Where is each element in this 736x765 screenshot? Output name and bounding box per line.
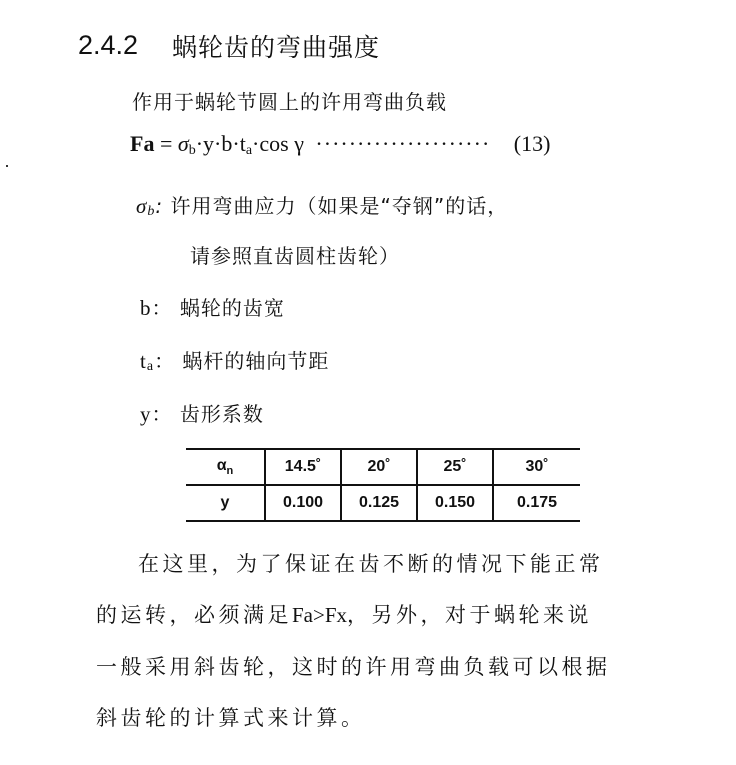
definition-y: [140, 398, 264, 427]
table-cell: 0.150: [417, 485, 493, 521]
formula-sigma-sub: b: [188, 143, 196, 158]
header-label-cell: [186, 449, 265, 485]
formula-13: [130, 131, 550, 159]
formula-lhs: Fa: [130, 131, 155, 156]
sigma-glyph: σ: [136, 194, 148, 218]
formula-leader-dots: ·····················: [315, 131, 491, 156]
definition-sigma: [136, 190, 508, 220]
formula-sigma: σ: [177, 131, 189, 156]
definition-b-text: 蜗轮的齿宽: [179, 296, 285, 320]
definition-sigma-symbol: [136, 194, 163, 220]
formula-middle: ·y·b·t: [195, 131, 246, 156]
definition-sigma-continuation: 请参照直齿圆柱齿轮）: [190, 244, 400, 268]
paragraph-line-4: 斜齿轮的计算式来计算。: [96, 706, 366, 730]
definition-ta: [140, 345, 329, 375]
t-colon: ：: [154, 349, 176, 373]
formula-equals: =: [159, 131, 173, 156]
row-label-cell: y: [186, 485, 265, 521]
scan-speck: [6, 165, 8, 167]
definition-y-text: 齿形系数: [179, 402, 264, 426]
table-cell: 0.175: [493, 485, 580, 521]
equation-number: (13): [513, 131, 551, 156]
table-header-row: [186, 449, 580, 485]
b-colon: ：: [151, 296, 173, 320]
b-glyph: b: [140, 296, 152, 320]
definition-sigma-text: 许用弯曲应力（如果是“夺钢”的话，: [170, 194, 509, 218]
t-glyph: t: [140, 349, 147, 373]
table-cell: 0.100: [265, 485, 341, 521]
section-title: 蜗轮齿的弯曲强度: [172, 33, 381, 62]
paragraph-line-1: 在这里，为了保证在齿不断的情况下能正常: [138, 552, 604, 576]
section-number: 2.4.2: [78, 30, 139, 60]
header-cell: 30˚: [493, 449, 580, 485]
table-cell: 0.125: [341, 485, 417, 521]
paragraph-line-2-part-b: ，另外，对于蜗轮来说: [347, 603, 593, 627]
definition-b-symbol: [140, 292, 173, 321]
tooth-form-factor-table: [186, 448, 580, 522]
paragraph-line-2-part-a: 的运转，必须满足: [96, 603, 292, 627]
condition-formula: Fa>Fx: [292, 603, 348, 627]
definition-ta-text: 蜗杆的轴向节距: [182, 349, 330, 373]
definition-ta-symbol: [140, 345, 175, 375]
sigma-sub: b: [147, 204, 156, 219]
definition-b: [140, 292, 285, 321]
paragraph-line-3: 一般采用斜齿轮，这时的许用弯曲负载可以根据: [96, 655, 611, 679]
formula-t-sub: a: [245, 143, 253, 158]
alpha-sub: n: [226, 465, 234, 477]
table-row: [186, 485, 580, 521]
sigma-colon: :: [155, 194, 164, 218]
paragraph-line-2: [96, 599, 592, 629]
formula-tail: ·cos γ: [252, 131, 304, 156]
intro-text: 作用于蜗轮节圆上的许用弯曲负载: [132, 90, 447, 114]
header-cell: 14.5˚: [265, 449, 341, 485]
header-cell: 20˚: [341, 449, 417, 485]
t-sub: a: [146, 359, 155, 374]
definition-y-symbol: [140, 398, 173, 427]
alpha-glyph: α: [216, 457, 227, 474]
y-glyph: y: [140, 402, 152, 426]
y-colon: ：: [151, 402, 173, 426]
header-cell: 25˚: [417, 449, 493, 485]
